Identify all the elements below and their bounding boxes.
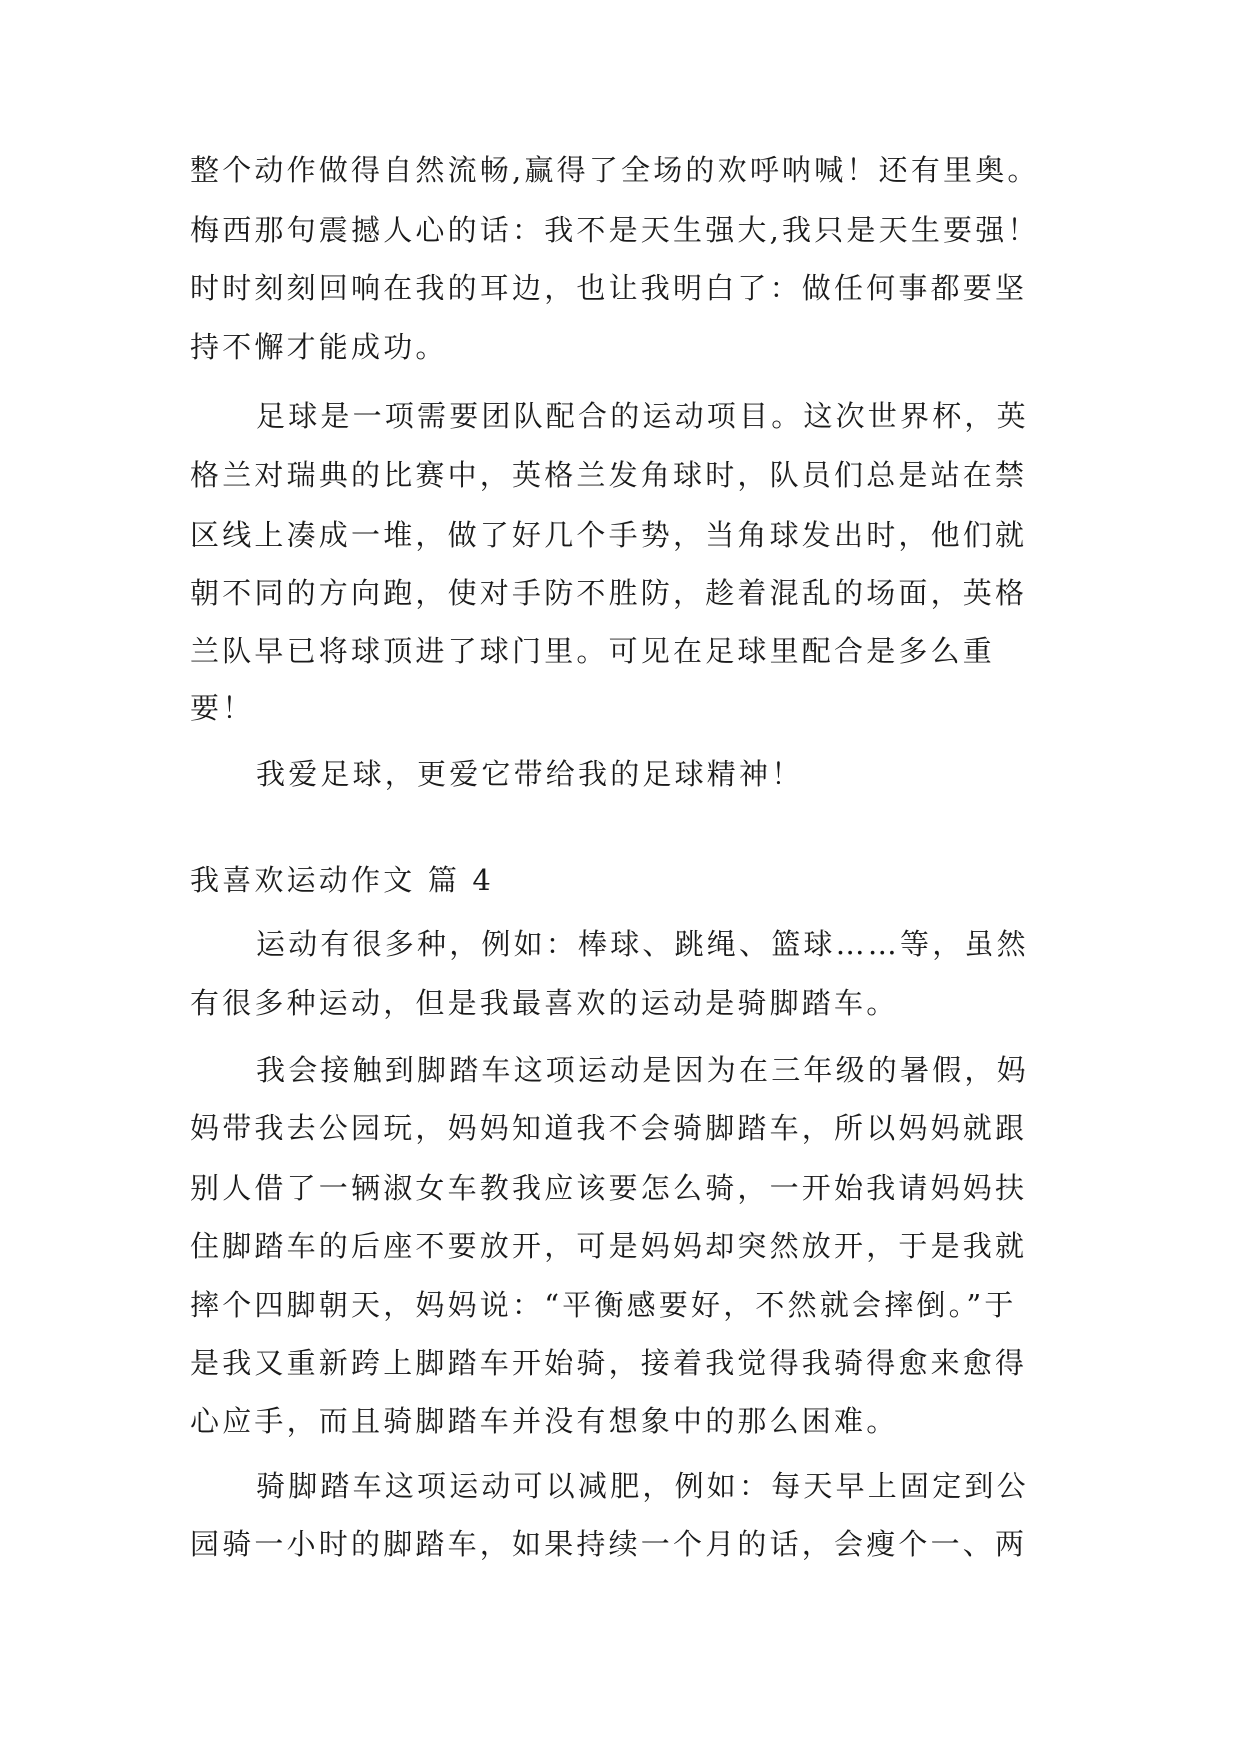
paragraph-first-line: 运动有很多种，例如：棒球、跳绳、篮球……等，虽然	[256, 927, 1029, 961]
paragraph-first-line: 足球是一项需要团队配合的运动项目。这次世界杯，英	[256, 399, 1029, 433]
text-line: 要！	[190, 691, 255, 725]
text-line: 有很多种运动，但是我最喜欢的运动是骑脚踏车。	[190, 986, 899, 1020]
text-line: 心应手，而且骑脚踏车并没有想象中的那么困难。	[190, 1404, 899, 1438]
text-line: 格兰对瑞典的比赛中，英格兰发角球时，队员们总是站在禁	[190, 458, 1028, 492]
text-line: 梅西那句震撼人心的话：我不是天生强大,我只是天生要强！	[190, 213, 1040, 247]
text-line: 摔个四脚朝天，妈妈说：“平衡感要好，不然就会摔倒。”于	[190, 1288, 1017, 1322]
section-heading: 我喜欢运动作文 篇 4	[190, 863, 495, 897]
paragraph-first-line: 我会接触到脚踏车这项运动是因为在三年级的暑假，妈	[256, 1053, 1029, 1087]
text-line: 整个动作做得自然流畅,赢得了全场的欢呼呐喊！还有里奥。	[190, 153, 1040, 187]
text-line: 持不懈才能成功。	[190, 330, 448, 364]
text-line: 时时刻刻回响在我的耳边，也让我明白了：做任何事都要坚	[190, 271, 1028, 305]
text-line: 兰队早已将球顶进了球门里。可见在足球里配合是多么重	[190, 634, 996, 668]
paragraph-first-line: 骑脚踏车这项运动可以减肥，例如：每天早上固定到公	[256, 1469, 1029, 1503]
text-line: 别人借了一辆淑女车教我应该要怎么骑，一开始我请妈妈扶	[190, 1171, 1028, 1205]
text-line: 是我又重新跨上脚踏车开始骑，接着我觉得我骑得愈来愈得	[190, 1346, 1028, 1380]
text-line: 住脚踏车的后座不要放开，可是妈妈却突然放开，于是我就	[190, 1229, 1028, 1263]
text-line: 区线上凑成一堆，做了好几个手势，当角球发出时，他们就	[190, 518, 1028, 552]
paragraph-first-line: 我爱足球，更爱它带给我的足球精神！	[256, 757, 804, 791]
text-line: 朝不同的方向跑，使对手防不胜防，趁着混乱的场面，英格	[190, 576, 1028, 610]
text-line: 园骑一小时的脚踏车，如果持续一个月的话，会瘦个一、两	[190, 1527, 1028, 1561]
text-line: 妈带我去公园玩，妈妈知道我不会骑脚踏车，所以妈妈就跟	[190, 1111, 1028, 1145]
